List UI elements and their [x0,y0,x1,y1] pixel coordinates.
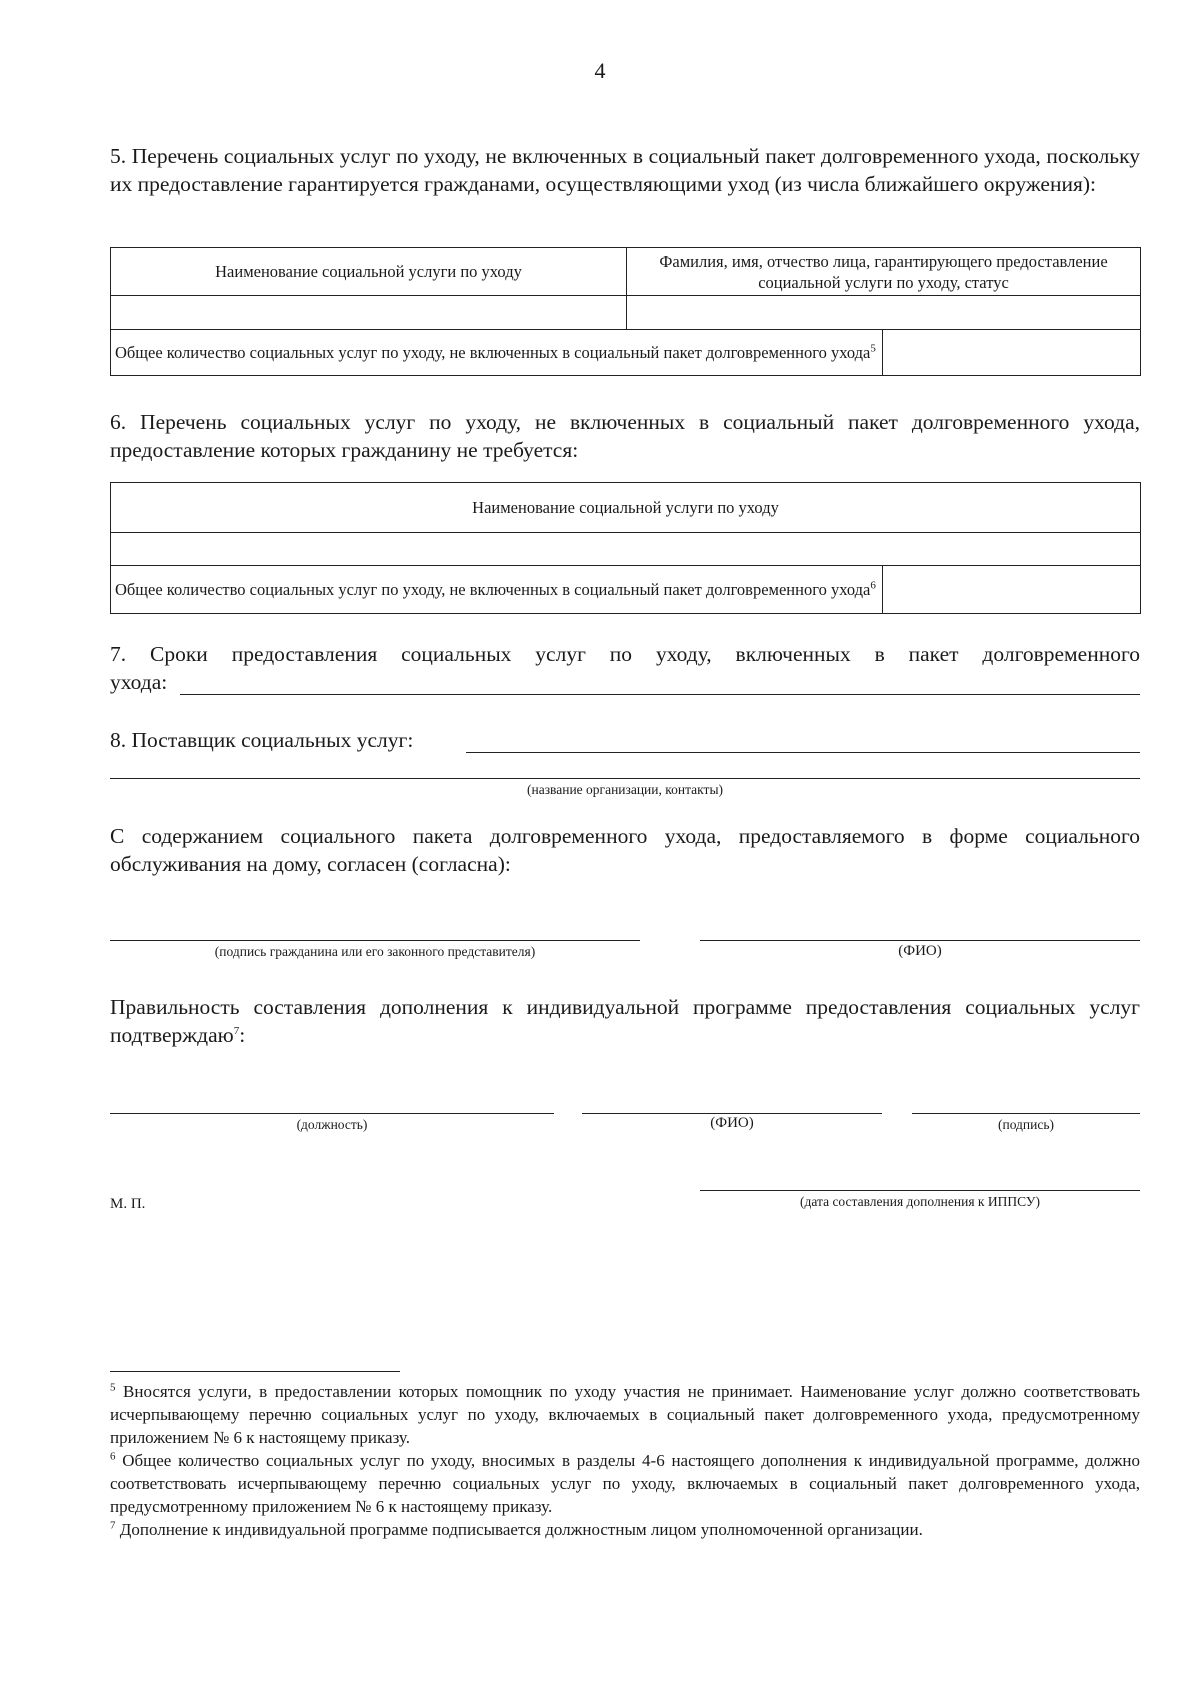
confirmation-fio-line[interactable] [582,1113,882,1114]
footnote-7: $^7$ Дополнение к индивидуальной программе подписывается должностным лицом уполномоченной организации. [110,1519,923,1539]
section7-label: ухода: [110,670,168,694]
date-caption: (дата составления дополнения к ИППСУ) [800,1194,1040,1209]
position-caption: (должность) [296,1117,368,1132]
footnote-ref-7: 7 [233,1024,240,1037]
section8-caption: (название организации, контакты) [526,782,724,797]
stamp-label: М. П. [110,1196,146,1212]
page-number: 4 [594,58,606,83]
section7-line2 [110,668,1140,696]
date-line[interactable] [700,1190,1140,1191]
confirmation-signature-caption: (подпись) [997,1117,1055,1132]
section7-fill-line[interactable] [180,694,1140,695]
confirmation-signature-line[interactable] [912,1113,1140,1114]
section6-total-value-cell[interactable] [883,566,1141,614]
footnote-5: $^5$ Вносятся услуги, в предоставлении которых помощник по уходу участия не принимает. Наименование услуг должно соответствовать исчерпывающему перечню социальных услуг по уходу, включаемых в социальный пакет долговременного ухода, предусмотренному приложением № 6 к настоящему приказу. [110,1381,1140,1447]
section8-fill-line-2[interactable] [110,778,1140,779]
section6-table [110,482,1141,614]
section7-line1: 7. Сроки предоставления социальных услуг по уходу, включенных в пакет долговременного [110,642,1140,666]
section5-col2-header: Фамилия, имя, отчество лица, гарантирующего предоставление социальной услуги по уходу, статус [627,248,1141,296]
footnote-separator [110,1371,400,1372]
section5-total-value-cell[interactable] [883,330,1141,376]
position-line[interactable] [110,1113,554,1114]
section5-heading: 5. Перечень социальных услуг по уходу, не включенных в социальный пакет долговременного ухода, поскольку их предоставление гарантируется гражданами, осуществляющими уход (из числа ближайшего окружения): [110,144,1140,196]
section6-total-label: Общее количество социальных услуг по уходу, не включенных в социальный пакет долговременного ухода$^6$ [111,566,883,614]
footnote-6: $^6$ Общее количество социальных услуг по уходу, вносимых в разделы 4-6 настоящего дополнения к индивидуальной программе, должно соответствовать исчерпывающему перечню социальных услуг по уходу, включаемых в социальный пакет долговременного ухода, предусмотренному приложением № 6 к настоящему приказу. [110,1450,1140,1516]
consent-text: С содержанием социального пакета долговременного ухода, предоставляемого в форме социального обслуживания на дому, согласен (согласна): [110,824,1140,876]
footnotes [110,1380,1140,1541]
footnote-ref-6: 6 [870,579,876,592]
section8-label: 8. Поставщик социальных услуг: [110,728,414,752]
section6-col1-header: Наименование социальной услуги по уходу [111,483,1141,533]
section6-heading: 6. Перечень социальных услуг по уходу, не включенных в социальный пакет долговременного ухода, предоставление которых гражданину не требуется: [110,410,1140,462]
consent-fio-line[interactable] [700,940,1140,941]
footnote-ref-5: 5 [870,342,876,355]
section8-fill-line-1[interactable] [466,752,1140,753]
consent-fio-caption: (ФИО) [898,943,942,959]
section5-total-label: Общее количество социальных услуг по уходу, не включенных в социальный пакет долговременного ухода$^5$ [111,330,883,376]
consent-signature-line[interactable] [110,940,640,941]
confirmation-fio-caption: (ФИО) [710,1115,754,1131]
section5-empty-cell-1[interactable] [111,296,627,330]
confirmation-text: Правильность составления дополнения к индивидуальной программе предоставления социальных услуг подтверждаю$^7$: [110,995,1140,1047]
section5-table [110,247,1141,376]
section6-empty-cell[interactable] [111,533,1141,566]
section5-col1-header: Наименование социальной услуги по уходу [111,248,627,296]
section5-empty-cell-2[interactable] [627,296,1141,330]
consent-signature-caption: (подпись гражданина или его законного представителя) [214,944,536,959]
